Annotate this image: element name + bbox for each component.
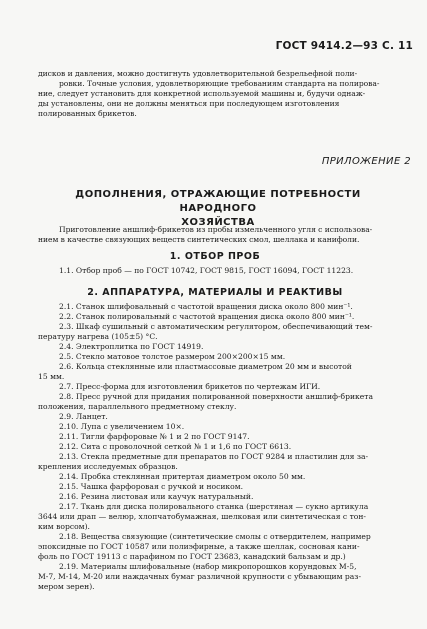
list-item: 2.14. Пробка стеклянная притертая диаметром около 50 мм. (59, 472, 306, 481)
page-header: ГОСТ 9414.2—93 С. 11 (275, 40, 413, 52)
list-item-cont: 3644 или драп — велюр, хлопчатобумажная, шелковая или синтетическая с тон- (38, 512, 366, 521)
list-item-cont: ким ворсом). (38, 522, 90, 531)
list-item: 2.1. Станок шлифовальный с частотой вращения диска около 800 мин⁻¹. (59, 302, 353, 311)
appendix-label: ПРИЛОЖЕНИЕ 2 (321, 156, 411, 167)
list-item-cont: мером зерен). (38, 582, 95, 591)
text-line: Приготовление аншлиф-брикетов из пробы измельченного угля с использова- (59, 225, 373, 234)
text-line: ды установлены, они не должны меняться при последующем изготовления (38, 99, 340, 108)
list-item: 2.8. Пресс ручной для придания полированной поверхности аншлиф-брикета (59, 392, 374, 401)
text-line: полированных брикетов. (38, 109, 137, 118)
title-line: ХОЗЯЙСТВА (181, 217, 255, 228)
scope-paragraph (38, 225, 410, 245)
list-item: 2.7. Пресс-форма для изготовления брикетов по чертежам ИГИ. (59, 382, 321, 391)
list-item: 2.16. Резина листовая или каучук натуральный. (59, 492, 254, 501)
list-item: 2.11. Тигли фарфоровые № 1 и 2 по ГОСТ 9147. (59, 432, 250, 441)
list-item: 2.12. Сита с проволочной сеткой № 1 и 1,6 по ГОСТ 6613. (59, 442, 292, 451)
title-line: ДОПОЛНЕНИЯ, ОТРАЖАЮЩИЕ ПОТРЕБНОСТИ НАРОДНОГО (75, 189, 361, 214)
list-item: 2.2. Станок полировальный с частотой вращения диска около 800 мин⁻¹. (59, 312, 355, 321)
text-line: ровки. Точные условия, удовлетворяющие требованиям стандарта на полирова- (59, 79, 380, 88)
list-item: 2.17. Ткань для диска полировального станка (шерстяная — сукно артикула (59, 502, 369, 511)
section-heading-1: 1. ОТБОР ПРОБ (169, 251, 261, 262)
document-title (48, 188, 388, 230)
list-item: 2.19. Материалы шлифовальные (набор микропорошков корундовых М-5, (59, 562, 357, 571)
text-line: ние, следует установить для конкретной используемой машины и, будучи однаж- (38, 89, 366, 98)
list-item-cont: фоль по ГОСТ 19113 с парафином по ГОСТ 23683, канадский бальзам и др.) (38, 552, 346, 561)
list-item-cont: эпоксидные по ГОСТ 10587 или полиэфирные, а также шеллак, сосновая кани- (38, 542, 360, 551)
list-item-cont: крепления исследуемых образцов. (38, 462, 178, 471)
equipment-list (38, 302, 410, 592)
list-item-cont: М-7, М-14, М-20 или наждачных бумаг различной крупности с убывающим раз- (38, 572, 362, 581)
list-item: 2.18. Вещества связующие (синтетические смолы с отвердителем, например (59, 532, 371, 541)
section-heading-2: 2. АППАРАТУРА, МАТЕРИАЛЫ И РЕАКТИВЫ (87, 287, 343, 298)
list-item: 2.13. Стекла предметные для препаратов по ГОСТ 9284 и пластилин для за- (59, 452, 369, 461)
list-item: 2.9. Ланцет. (59, 412, 108, 421)
list-item: 2.10. Лупа с увеличением 10×. (59, 422, 185, 431)
list-item-cont: пературу нагрева (105±5) °С. (38, 332, 158, 341)
list-item: 2.15. Чашка фарфоровая с ручкой и носиком. (59, 482, 244, 491)
list-item: 2.4. Электроплитка по ГОСТ 14919. (59, 342, 204, 351)
list-item: 2.6. Кольца стеклянные или пластмассовые диаметром 20 мм и высотой (59, 362, 352, 371)
text-line: дисков и давления, можно достигнуть удовлетворительной безрельефной поли- (38, 69, 358, 78)
list-item: 1.1. Отбор проб — по ГОСТ 10742, ГОСТ 9815, ГОСТ 16094, ГОСТ 11223. (59, 266, 354, 275)
list-item: 2.3. Шкаф сушильный с автоматическим регулятором, обеспечивающий тем- (59, 322, 373, 331)
list-item: 2.5. Стекло матовое толстое размером 200×200×15 мм. (59, 352, 286, 361)
list-item-cont: 15 мм. (38, 372, 65, 381)
text-line: нием в качестве связующих веществ синтетических смол, шеллака и канифоли. (38, 235, 360, 244)
intro-paragraph (38, 69, 410, 119)
list-item-cont: положения, параллельного предметному стеклу. (38, 402, 237, 411)
